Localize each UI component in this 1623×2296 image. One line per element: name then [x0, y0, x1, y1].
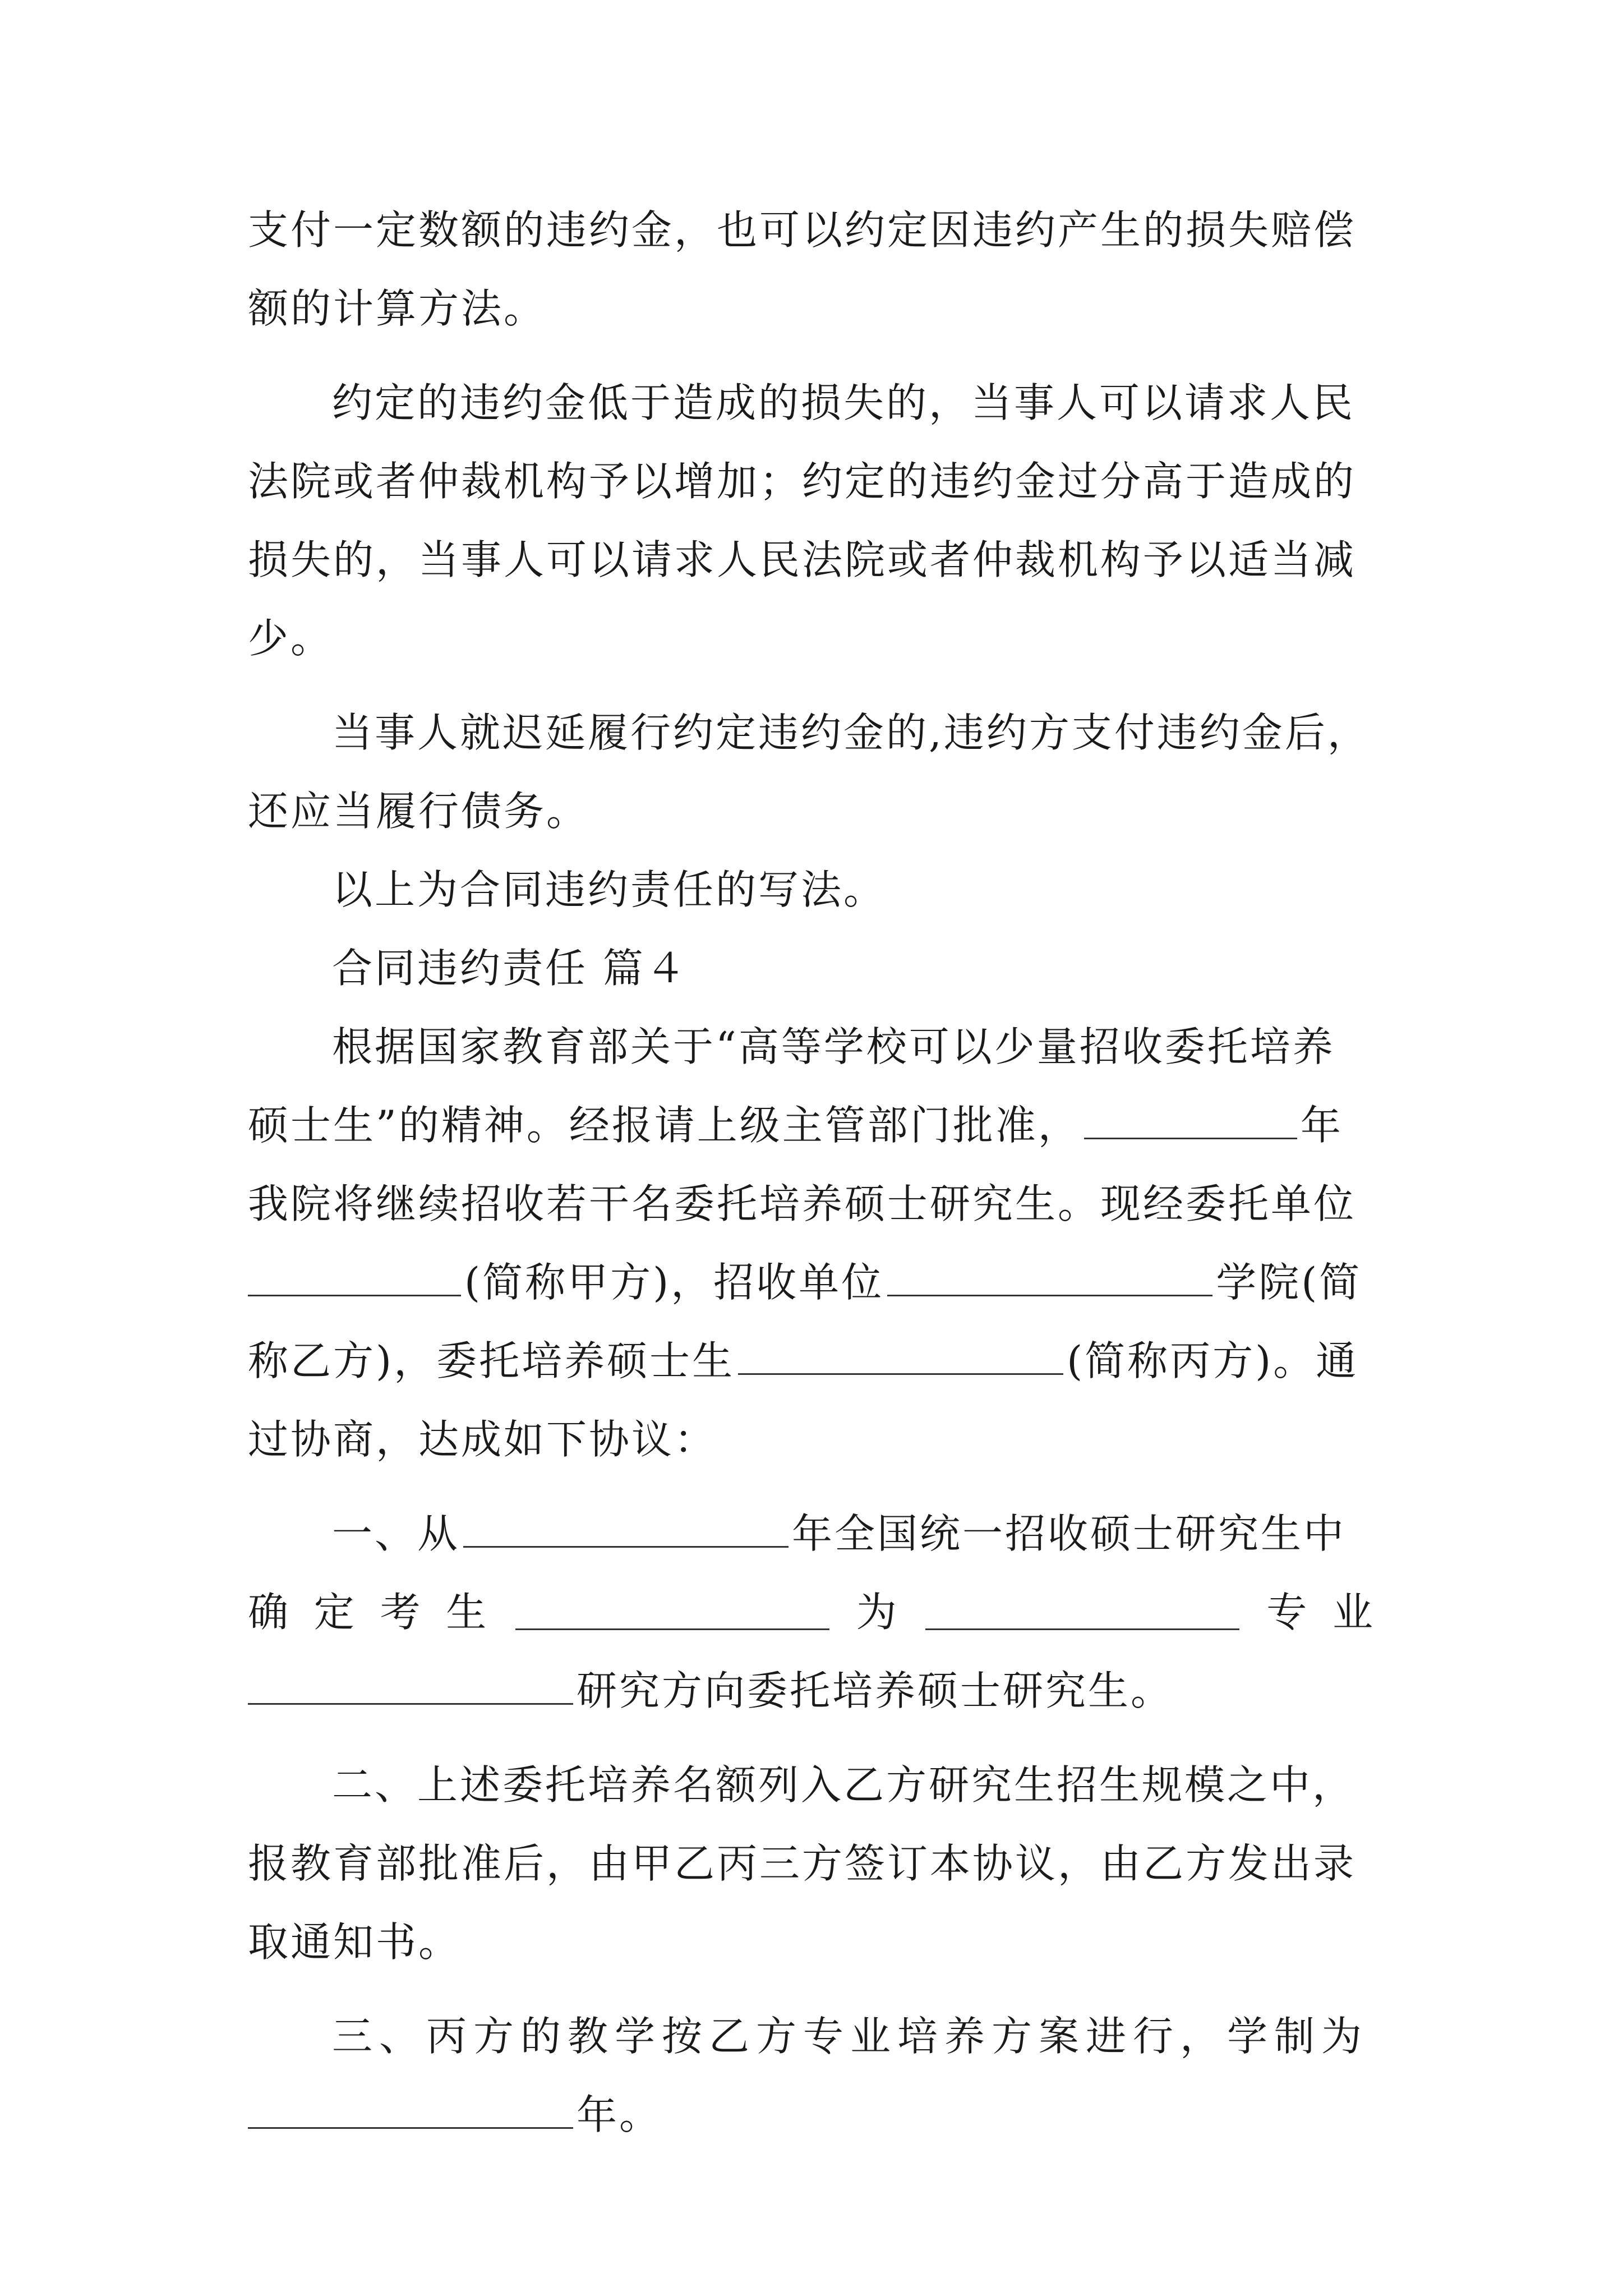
text-line — [248, 1243, 1375, 1322]
major-blank — [925, 1595, 1239, 1630]
text-line — [248, 772, 1375, 850]
text-line — [248, 1086, 1375, 1165]
school-blank — [887, 1261, 1212, 1296]
document-page — [248, 191, 1375, 2154]
party-a-blank — [248, 1261, 461, 1296]
paragraph-text: 根据国家教育部关于“高等学校可以少量招收委托培养 — [332, 1023, 1335, 1070]
paragraph-text: 法院或者仲裁机构予以增加；约定的违约金过分高于造成的 — [248, 458, 1357, 505]
paragraph-text: 以上为合同违约责任的写法。 — [332, 866, 887, 913]
paragraph-text: 三、丙方的教学按乙方专业培养方案进行，学制为 — [332, 2013, 1369, 2060]
paragraph-text: 二、上述委托培养名额列入乙方研究生招生规模之中， — [332, 1761, 1355, 1809]
student-blank — [738, 1340, 1063, 1375]
duration-blank — [248, 2093, 573, 2129]
research-blank — [248, 1669, 573, 1705]
text-line — [248, 1494, 1375, 1573]
candidate-blank — [515, 1595, 829, 1630]
paragraph-text: 硕士生”的精神。经报请上级主管部门批准， — [248, 1102, 1081, 1149]
text-line — [248, 599, 1375, 678]
text-line — [248, 364, 1375, 442]
section-heading — [248, 929, 1375, 1007]
text-line — [248, 1651, 1375, 1730]
paragraph-text: 我院将继续招收若干名委托培养硕士研究生。现经委托单位 — [248, 1180, 1357, 1227]
paragraph-text: 学院(简 — [1216, 1259, 1362, 1306]
paragraph-text: 报教育部批准后，由甲乙丙三方签订本协议，由乙方发出录 — [248, 1840, 1357, 1887]
paragraph-text: 额的计算方法。 — [248, 285, 547, 332]
enroll-year-blank — [463, 1512, 789, 1548]
text-line — [248, 442, 1375, 521]
paragraph-text: 考 — [380, 1589, 423, 1636]
paragraph-text: 年。 — [577, 2091, 662, 2138]
text-line — [248, 191, 1375, 269]
paragraph-text: (简称甲方)，招收单位 — [464, 1259, 884, 1306]
paragraph-text: 定 — [313, 1589, 357, 1636]
text-line — [248, 2076, 1375, 2154]
paragraph-text: 业 — [1332, 1589, 1375, 1636]
paragraph-text: (简称丙方)。通 — [1067, 1337, 1359, 1384]
text-line — [248, 269, 1375, 348]
paragraph-text: 过协商，达成如下协议： — [248, 1416, 717, 1463]
text-line — [248, 1400, 1375, 1479]
text-line — [248, 1007, 1375, 1086]
text-line — [248, 1997, 1375, 2076]
heading-text: 合同违约责任 篇４ — [332, 945, 688, 992]
text-line — [248, 1903, 1375, 1981]
paragraph-text: 取通知书。 — [248, 1918, 462, 1966]
text-line — [248, 850, 1375, 929]
paragraph-text: 为 — [856, 1589, 899, 1636]
text-line — [248, 1322, 1375, 1400]
paragraph-text: 年 — [1300, 1102, 1343, 1149]
text-line-justified — [248, 1573, 1375, 1651]
paragraph-text: 确 — [248, 1589, 291, 1636]
paragraph-text: 少。 — [248, 615, 334, 662]
text-line — [248, 693, 1375, 772]
paragraph-text: 支付一定数额的违约金，也可以约定因违约产生的损失赔偿 — [248, 206, 1357, 254]
paragraph-text: 损失的，当事人可以请求人民法院或者仲裁机构予以适当减 — [248, 536, 1357, 583]
paragraph-text: 研究方向委托培养硕士研究生。 — [577, 1667, 1174, 1714]
text-line — [248, 1746, 1375, 1824]
text-line — [248, 1824, 1375, 1903]
text-line — [248, 521, 1375, 599]
year-blank — [1084, 1104, 1297, 1139]
text-line — [248, 1165, 1375, 1243]
paragraph-text: 称乙方)，委托培养硕士生 — [248, 1337, 735, 1384]
paragraph-text: 年全国统一招收硕士研究生中 — [792, 1510, 1347, 1557]
paragraph-text: 约定的违约金低于造成的损失的，当事人可以请求人民 — [332, 379, 1355, 426]
paragraph-text: 生 — [446, 1589, 489, 1636]
paragraph-text: 专 — [1266, 1589, 1310, 1636]
paragraph-text: 一、从 — [332, 1510, 460, 1557]
paragraph-text: 当事人就迟延履行约定违约金的,违约方支付违约金后， — [332, 709, 1370, 756]
paragraph-text: 还应当履行债务。 — [248, 788, 589, 835]
